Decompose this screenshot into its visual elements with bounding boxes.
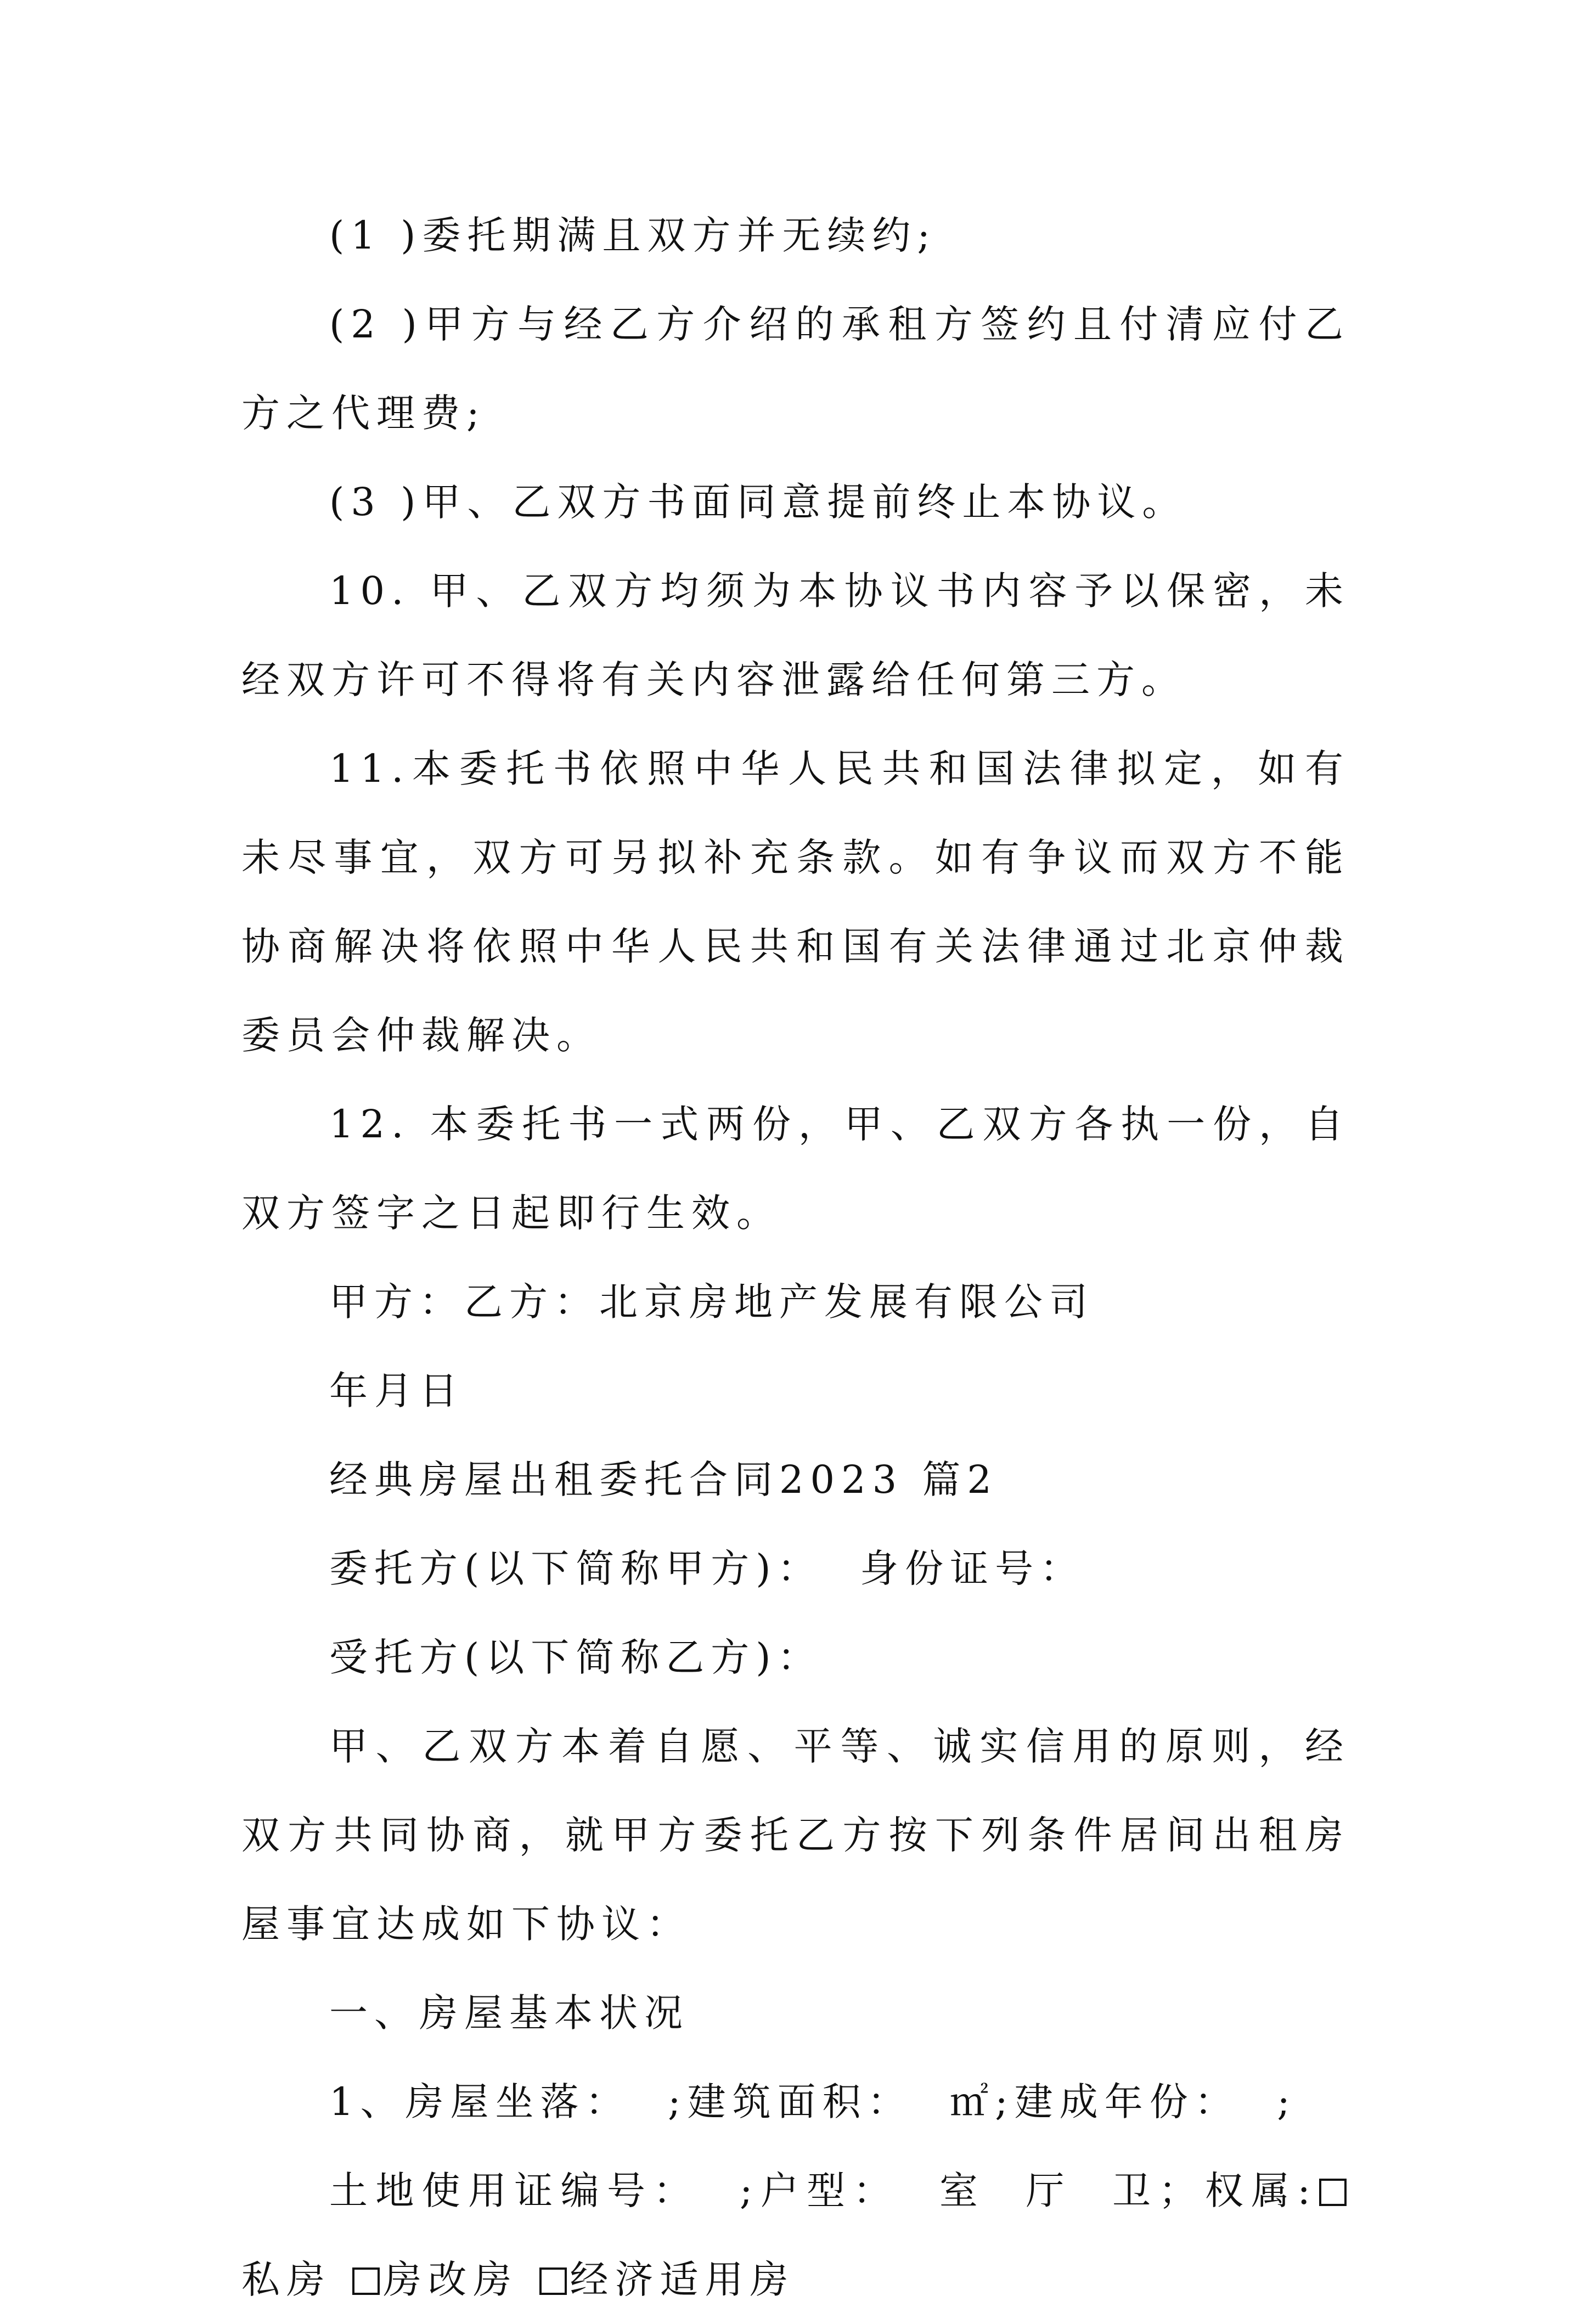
clause-1-expiry: (1 )委托期满且双方并无续约; <box>329 213 937 258</box>
checkbox-affordable-house[interactable] <box>539 2267 567 2295</box>
principal-party-line: 委托方(以下简称甲方)： 身份证号： <box>329 1546 1085 1591</box>
agent-party-line: 受托方(以下简称乙方)： <box>329 1635 823 1680</box>
house-location-line: 1、房屋坐落： ;建筑面积： ㎡;建成年份： ; <box>329 2079 1297 2124</box>
article-12-copies: 12. 本委托书一式两份，甲、乙双方各执一份，自双方签字之日起即行生效。 <box>241 1102 1350 1236</box>
option-affordable-house: 经济适用房 <box>570 2257 795 2302</box>
land-certificate-prefix: 土地使用证编号： ;户型： 室 厅 卫；权属: <box>329 2168 1317 2213</box>
signature-parties: 甲方：乙方：北京房地产发展有限公司 <box>329 1279 1094 1324</box>
clause-2-tenant-signed: (2 )甲方与经乙方介绍的承租方签约且付清应付乙方之代理费; <box>241 302 1350 436</box>
agreement-preamble: 甲、乙双方本着自愿、平等、诚实信用的原则，经双方共同协商，就甲方委托乙方按下列条件居间出租房屋事宜达成如下协议： <box>241 1724 1350 1947</box>
signature-date: 年月日 <box>329 1368 464 1413</box>
option-private-house: 私房 <box>241 2257 331 2302</box>
section-house-basic-status: 一、房屋基本状况 <box>329 1990 689 2035</box>
document-body <box>241 191 1350 2324</box>
checkbox-private-house[interactable] <box>1319 2179 1347 2206</box>
clause-3-early-termination: (3 )甲、乙双方书面同意提前终止本协议。 <box>329 480 1187 524</box>
section-heading-contract-2: 经典房屋出租委托合同2023 篇2 <box>329 1457 998 1502</box>
checkbox-reformed-house[interactable] <box>352 2267 380 2295</box>
land-certificate-line <box>241 2146 1350 2324</box>
article-10-confidentiality: 10. 甲、乙双方均须为本协议书内容予以保密，未经双方许可不得将有关内容泄露给任何第三方。 <box>241 568 1350 702</box>
option-reformed-house: 房改房 <box>383 2257 519 2302</box>
article-11-governing-law: 11.本委托书依照中华人民共和国法律拟定，如有未尽事宜，双方可另拟补充条款。如有争议而双方不能协商解决将依照中华人民共和国有关法律通过北京仲裁委员会仲裁解决。 <box>241 746 1350 1058</box>
